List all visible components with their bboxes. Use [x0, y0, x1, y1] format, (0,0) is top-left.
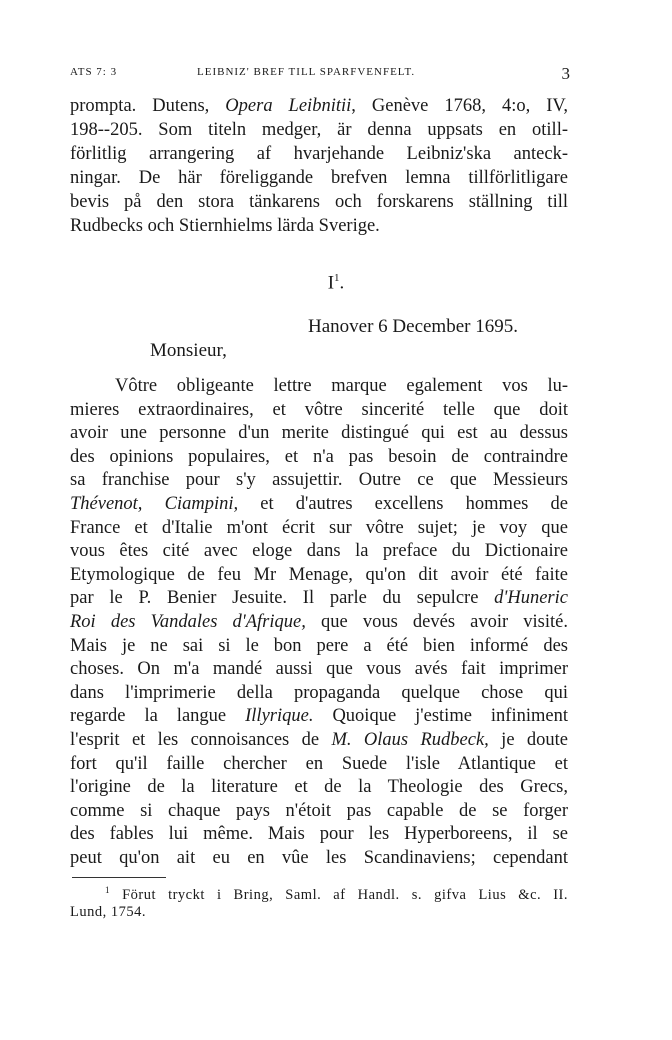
text-line: ningar. De här föreliggande brefven lemna tillförlitligare — [70, 168, 568, 188]
text-line: Mais je ne sai si le bon pere a été bien informé des — [70, 635, 568, 656]
text-line: dans l'imprimerie della propaganda quelque chose qui — [70, 682, 568, 703]
running-title: LEIBNIZ' BREF TILL SPARFVENFELT. — [197, 66, 416, 78]
footnote-line-2: Lund, 1754. — [70, 904, 146, 920]
text-line: choses. On m'a mandé aussi que vous avés fait imprimer — [70, 659, 568, 680]
text-line: Etymologique de feu Mr Menage, qu'on dit avoir été faite — [70, 564, 568, 585]
footnote-text-1: Förut tryckt i Bring, Saml. af Handl. s. gifva Lius &c. II. — [122, 886, 568, 903]
letter-number-suffix: . — [339, 272, 345, 294]
text-line: sa franchise pour s'y assujettir. Outre ce que Messieurs — [70, 470, 568, 491]
text-line: l'esprit et les connoisances de M. Olaus Rudbeck, je doute — [70, 730, 569, 750]
footnote-mark: 1 — [105, 885, 110, 895]
text-line: vous êtes cité avec eloge dans la preface du Dictionaire — [70, 541, 568, 562]
text-line: 198--205. Som titeln medger, är denna uppsats en otill- — [70, 120, 568, 140]
letter-date: Hanover 6 December 1695. — [308, 316, 518, 337]
text-line: avoir une personne d'un merite distingué qui est au dessus — [70, 423, 568, 444]
text-line: peut qu'on ait eu en vûe les Scandinaviens; cependant — [70, 848, 568, 868]
letter-footnote-mark: 1 — [334, 272, 340, 284]
page-number: 3 — [561, 64, 570, 83]
text-line: prompta. Dutens, Opera Leibnitii, Genève 1768, 4:o, IV, — [70, 96, 568, 116]
text-line: par le P. Benier Jesuite. Il parle du sepulcre d'Huneric — [70, 588, 568, 609]
letter-heading — [0, 272, 672, 294]
letter-number: I — [327, 272, 335, 294]
signature-mark: ATS 7: 3 — [70, 66, 118, 78]
text-line: Thévenot, Ciampini, et d'autres excellens hommes de — [70, 494, 568, 514]
text-line: Vôtre obligeante lettre marque egalement vos lu- — [115, 376, 568, 396]
text-line: regarde la langue Illyrique. Quoique j'estime infiniment — [70, 706, 568, 727]
text-line: förlitlig arrangering af hvarjehande Leibniz'ska anteck- — [70, 144, 568, 164]
text-line: des fables lui même. Mais pour les Hyperboreens, il se — [70, 824, 568, 845]
text-line: fort qu'il faille chercher en Suede l'isle Atlantique et — [70, 753, 568, 774]
text-line: Roi des Vandales d'Afrique, que vous devés avoir visité. — [70, 612, 568, 632]
text-line: France et d'Italie m'ont écrit sur vôtre sujet; je voy que — [70, 517, 568, 538]
text-line: l'origine de la literature et de la Theologie des Grecs, — [70, 777, 568, 798]
running-header — [70, 64, 570, 82]
text-line: des opinions populaires, et n'a pas besoin de contraindre — [70, 446, 568, 467]
text-line: comme si chaque pays n'étoit pas capable de se forger — [70, 800, 568, 821]
text-line: bevis på den stora tänkarens och forskarens ställning till — [70, 192, 568, 212]
text-line: Rudbecks och Stiernhielms lärda Sverige. — [70, 216, 380, 236]
footnote-rule — [72, 877, 166, 878]
letter-salutation: Monsieur, — [150, 340, 227, 361]
text-line: mieres extraordinaires, et vôtre sincerité telle que doit — [70, 399, 568, 420]
